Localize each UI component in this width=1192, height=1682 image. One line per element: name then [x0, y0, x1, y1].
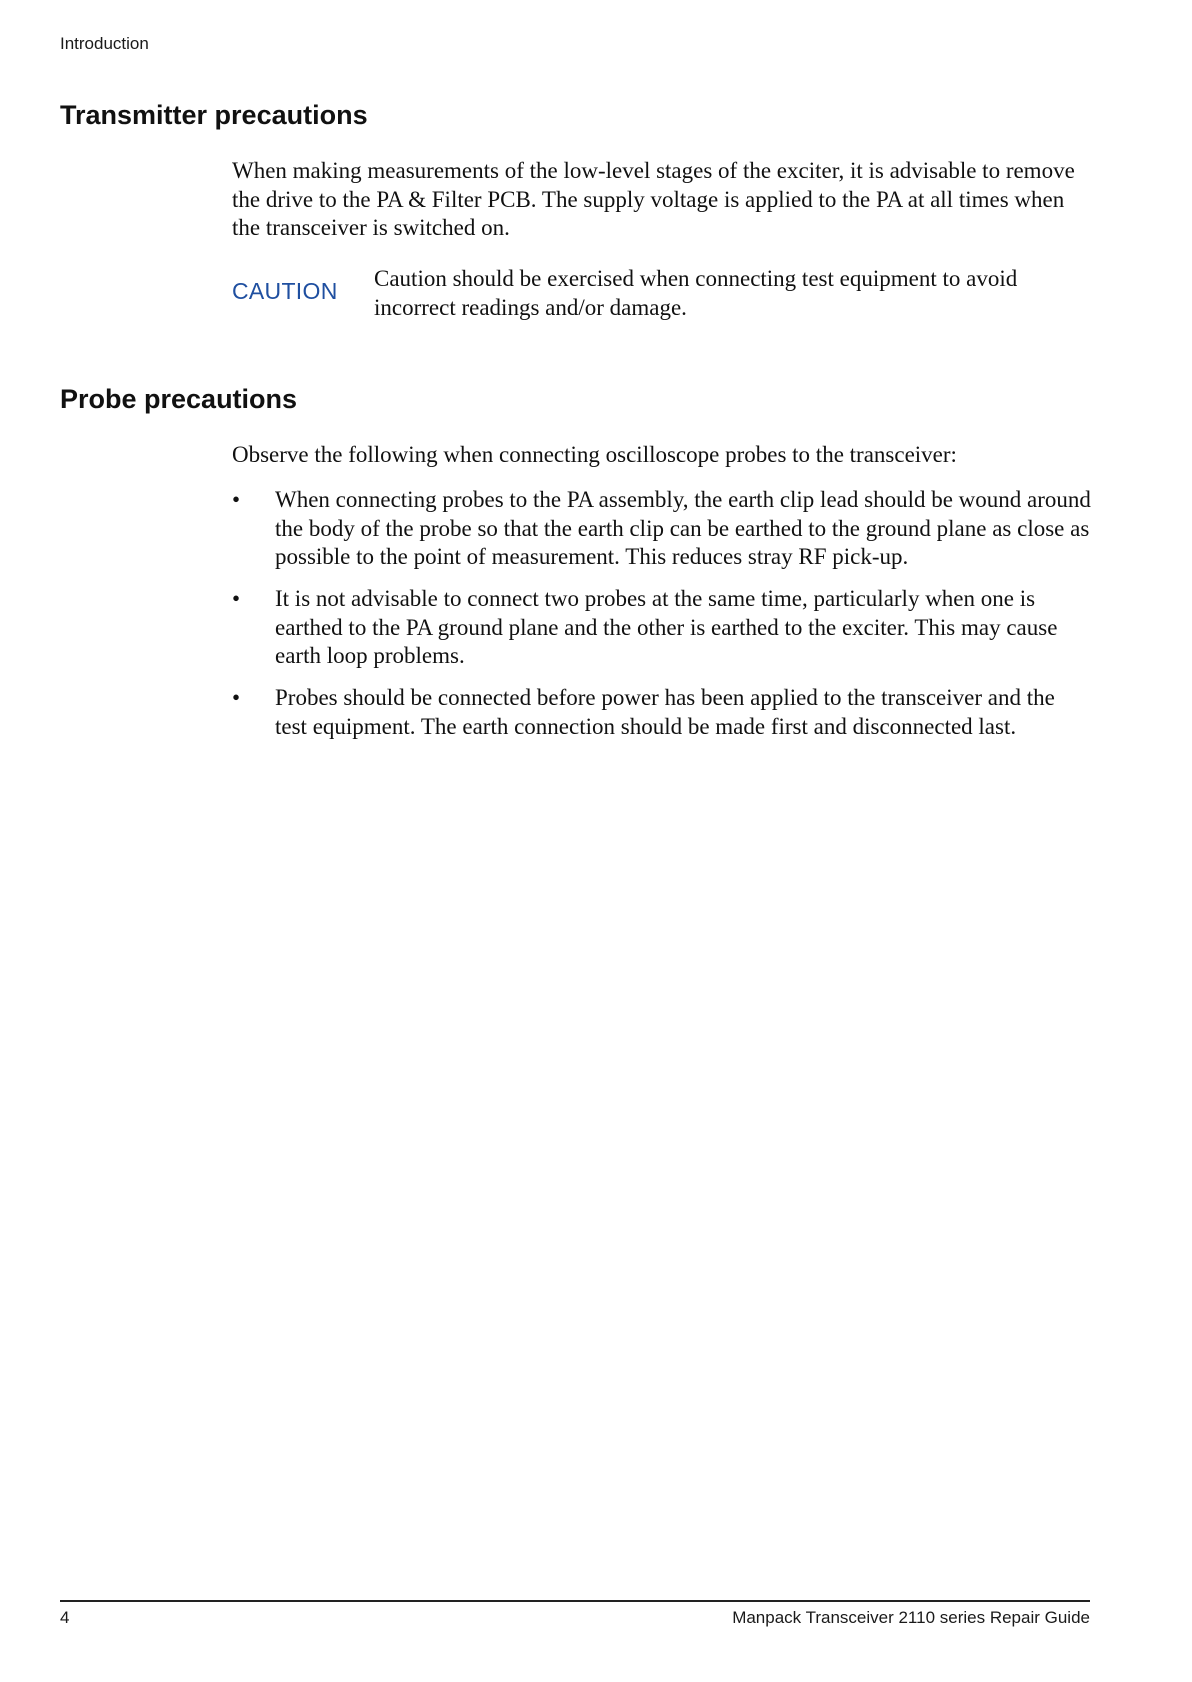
- list-item: [232, 486, 1092, 572]
- probe-precautions-list: [232, 486, 1092, 755]
- section-heading-probe-precautions: Probe precautions: [60, 384, 298, 414]
- list-item: [232, 585, 1092, 671]
- caution-label: CAUTION: [232, 278, 338, 304]
- document-title: Manpack Transceiver 2110 series Repair Guide: [732, 1608, 1090, 1627]
- list-item: [232, 684, 1092, 741]
- bullet-icon: •: [232, 685, 241, 710]
- list-item-text: Probes should be connected before power has been applied to the transceiver and the test equipment. The earth connection should be made first and disconnected last.: [275, 685, 1055, 739]
- footer-divider: [60, 1600, 1090, 1602]
- list-item-text: When connecting probes to the PA assembly, the earth clip lead should be wound around the body of the probe so that the earth clip can be earthed to the ground plane as close as possible to the point of measurement. This reduces stray RF pick-up.: [275, 487, 1091, 569]
- transmitter-precautions-paragraph: When making measurements of the low-level stages of the exciter, it is advisable to remove the drive to the PA & Filter PCB. The supply voltage is applied to the PA at all times when the transceiver is switched on.: [232, 158, 1075, 240]
- running-header: Introduction: [60, 34, 149, 53]
- page-number: 4: [60, 1608, 70, 1627]
- list-item-text: It is not advisable to connect two probes at the same time, particularly when one is earthed to the PA ground plane and the other is earthed to the exciter. This may cause earth loop problems.: [275, 586, 1058, 668]
- bullet-icon: •: [232, 586, 241, 611]
- caution-text: Caution should be exercised when connecting test equipment to avoid incorrect readings and/or damage.: [374, 266, 1018, 320]
- probe-precautions-intro: Observe the following when connecting oscilloscope probes to the transceiver:: [232, 442, 957, 467]
- bullet-icon: •: [232, 487, 241, 512]
- section-heading-transmitter-precautions: Transmitter precautions: [60, 100, 368, 130]
